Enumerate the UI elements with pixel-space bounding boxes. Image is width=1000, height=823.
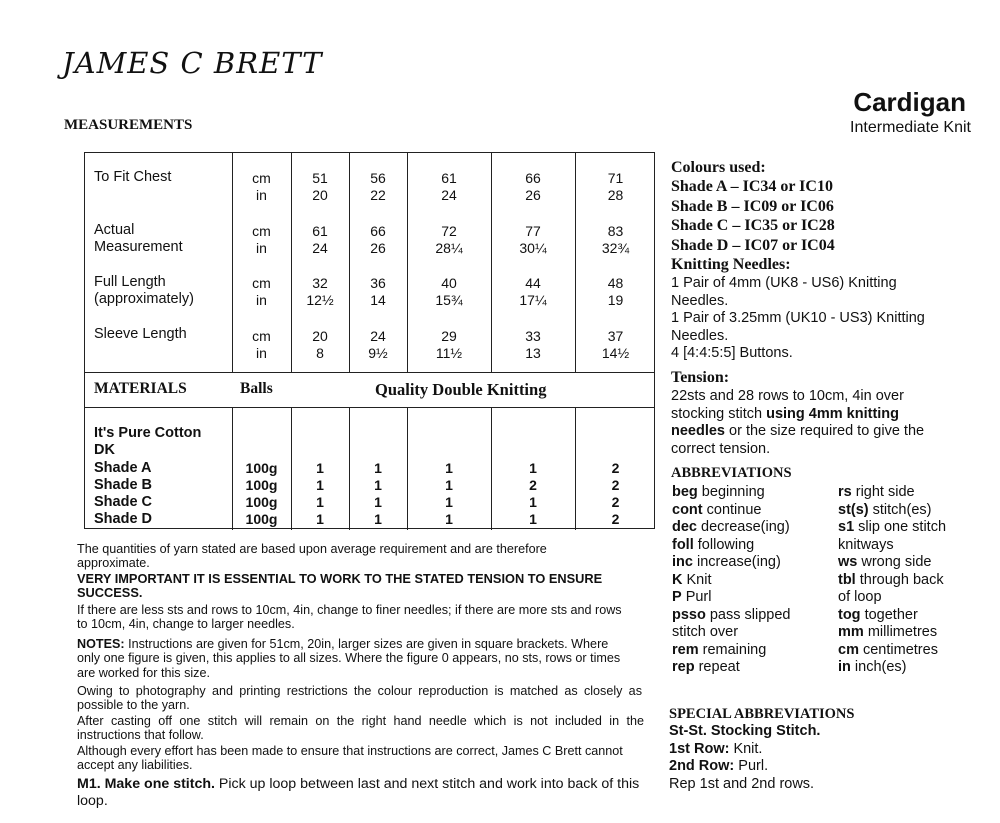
value-cell: 44 17¼ [519,275,547,308]
note-tension-warning: VERY IMPORTANT IT IS ESSENTIAL TO WORK TO THE STATED TENSION TO ENSURE SUCCESS. [77,571,603,601]
note-instructions: NOTES: Instructions are given for 51cm, 20in, larger sizes are given in square brackets. Where only one figure is given, this applies to all sizes. Where the figure 0 appears, no sts, rows or times are worked for this size. [77,637,621,680]
colours-heading: Colours used: [671,159,766,176]
note-casting-off: After casting off one stitch will remain on the right hand needle which is not included in the instructions that follow. [77,714,644,743]
value-cell: 29 11½ [435,328,463,361]
value-cell: 36 14 [370,275,386,308]
value-cell: 83 32¾ [601,223,630,256]
value-cell: 33 13 [525,328,541,361]
value-cell: 66 26 [525,170,541,203]
note-liability: Although every effort has been made to ensure that instructions are correct, James C Brett cannot accept any liabilities. [77,744,623,773]
value-cell: 77 30¼ [519,223,547,256]
row-label: To Fit Chest [94,169,172,185]
note-needles: If there are less sts and rows to 10cm, 4in, change to finer needles; if there are more sts and rows to 10cm, 4in, change to larger needles. [77,603,622,632]
balls-label: Balls [240,380,273,397]
value-cell: 37 14½ [601,328,630,361]
shade-weights: 100g 100g 100g 100g [245,460,278,527]
abbreviations-left: beg beginning cont continue dec decrease(ing) foll following inc increase(ing) K Knit P Purl psso pass slipped stitch over rem remaining rep repeat [672,484,791,675]
shade-counts: 1 1 1 1 [445,460,453,527]
yarn-name: It's Pure Cotton DK [94,425,202,458]
special-heading: SPECIAL ABBREVIATIONS [669,706,855,722]
measurements-table [84,152,655,529]
row-label: Actual Measurement [94,222,183,255]
value-cell: 71 28 [607,170,624,203]
tension-text: 22sts and 28 rows to 10cm, 4in over stocking stitch using 4mm knitting needles or the size required to give the correct tension. [671,388,925,457]
value-cell: 48 19 [607,275,624,308]
value-cell: 51 20 [312,170,328,203]
brand-logo: JAMES C BRETT [62,46,323,80]
value-cell: 56 22 [370,170,386,203]
note-m1: M1. Make one stitch. Pick up loop between last and next stitch and work into back of this loop. [77,776,640,809]
value-cell: 32 12½ [306,275,334,308]
shade-counts: 1 2 1 1 [529,460,537,527]
materials-heading: MATERIALS [94,380,187,397]
shade-counts: 2 2 2 2 [611,460,620,527]
special-list: St-St. Stocking Stitch. 1st Row: Knit. 2nd Row: Purl. Rep 1st and 2nd rows. [669,723,821,792]
unit-cm: cm in [252,275,271,308]
page-title: Cardigan [853,87,966,117]
unit-cm: cm in [252,328,271,361]
measurements-heading: MEASUREMENTS [64,117,193,133]
needles-heading: Knitting Needles: [671,256,791,273]
tension-heading: Tension: [671,369,730,386]
shade-counts: 1 1 1 1 [316,460,324,527]
value-cell: 61 24 [441,170,457,203]
value-cell: 66 26 [370,223,386,256]
needles-list: 1 Pair of 4mm (UK8 - US6) Knitting Needles. 1 Pair of 3.25mm (UK10 - US3) Knitting Needles. 4 [4:4:5:5] Buttons. [671,275,925,361]
row-divider [85,372,654,373]
page-subtitle: Intermediate Knit [850,119,971,136]
colours-list: Shade A – IC34 or IC10 Shade B – IC09 or IC06 Shade C – IC35 or IC28 Shade D – IC07 or IC04 [671,178,835,254]
value-cell: 72 28¼ [435,223,463,256]
value-cell: 24 9½ [368,328,388,361]
value-cell: 40 15¾ [435,275,463,308]
unit-cm: cm in [252,223,271,256]
row-label: Full Length (approximately) [94,274,194,307]
value-cell: 20 8 [312,328,328,361]
yarn-type: Quality Double Knitting [375,380,547,399]
row-divider [85,407,654,408]
note-colour: Owing to photography and printing restrictions the colour reproduction is matched as closely as possible to the yarn. [77,684,642,713]
shade-names: Shade A Shade B Shade C Shade D [94,460,153,527]
row-label: Sleeve Length [94,326,187,342]
abbreviations-heading: ABBREVIATIONS [671,465,792,481]
note-yarn-quantity: The quantities of yarn stated are based upon average requirement and are therefore approximate. [77,542,547,571]
shade-counts: 1 1 1 1 [374,460,382,527]
abbreviations-right: rs right side st(s) stitch(es) s1 slip one stitch knitways ws wrong side tbl through back of loop tog together mm millimetres cm centimetres in inch(es) [838,484,947,675]
unit-cm: cm in [252,170,271,203]
value-cell: 61 24 [312,223,328,256]
